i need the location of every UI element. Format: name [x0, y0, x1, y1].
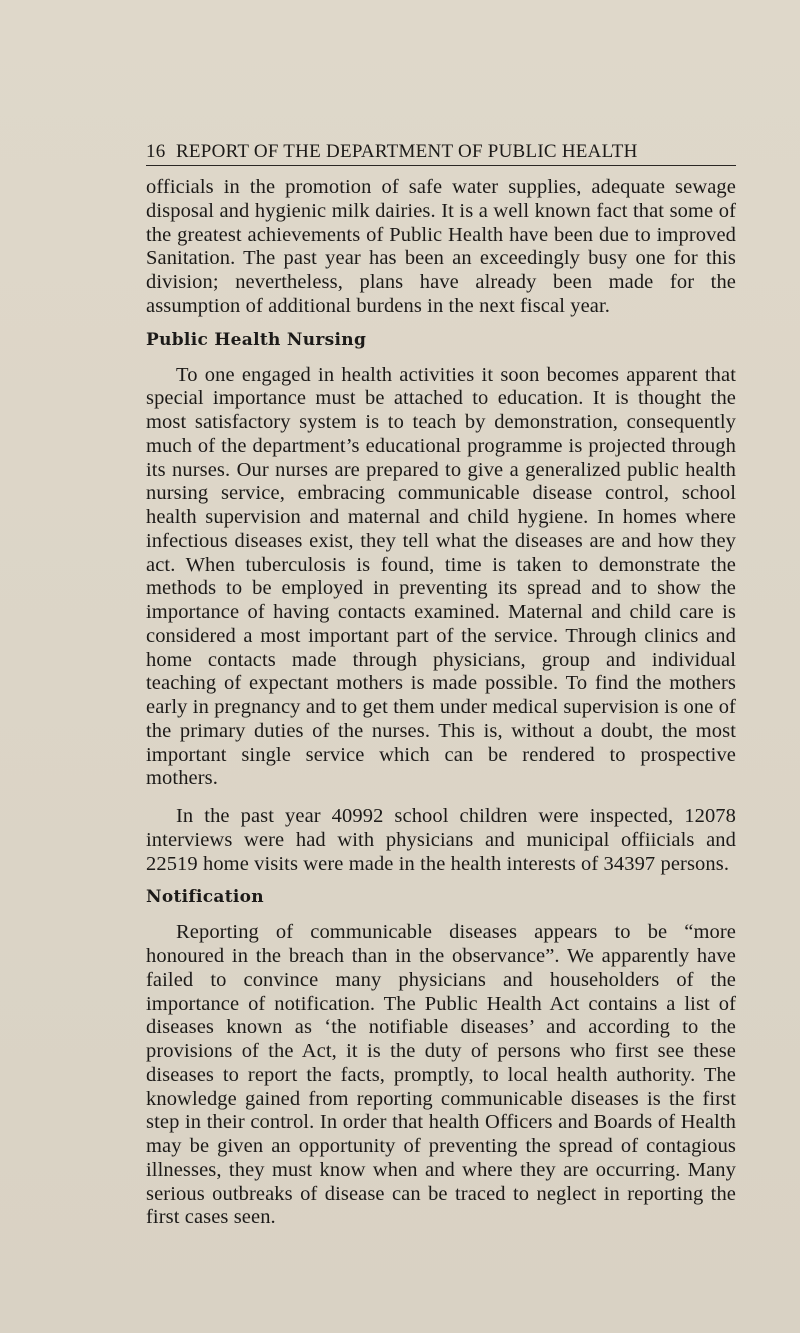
spacer	[146, 908, 736, 921]
spacer	[146, 876, 736, 886]
running-header	[146, 141, 736, 165]
paragraph-statistics: In the past year 40992 school children were inspected, 12078 interviews were had with physicians and municipal offiicials and 22519 home visits were made in the health interests of 34397 persons.	[146, 805, 736, 875]
heading-notification: Notification	[146, 887, 264, 908]
report-title: REPORT OF THE DEPARTMENT OF PUBLIC HEALTH	[176, 141, 638, 162]
paragraph-nursing: To one engaged in health activities it soon becomes apparent that special importance must be attached to education. It is thought the most satisfactory system is to teach by demonstration, consequently much of the department’s educational programme is projected through its nurses. Our nurses are prepared to give a generalized public health nursing service, embracing communicable disease control, school health supervision and maternal and child hygiene. In homes where infectious diseases exist, they tell what the diseases are and how they act. When tuberculosis is found, time is taken to demonstrate the methods to be employed in preventing its spread and to show the importance of having contacts examined. Maternal and child care is considered a most important part of the service. Through clinics and home contacts made through physicians, group and individual teaching of expectant mothers is made possible. To find the mothers early in pregnancy and to get them under medical supervision is one of the primary duties of the nurses. This is, without a doubt, the most important single service which can be rendered to prospective mothers.	[146, 363, 736, 790]
heading-public-health-nursing: Public Health Nursing	[146, 329, 367, 350]
paragraph-sanitation: officials in the promotion of safe water supplies, adequate sewage disposal and hygienic milk dairies. It is a well known fact that some of the greatest achievements of Public Health have been due to improved Sanitation. The past year has been an exceedingly busy one for this division; nevertheless, plans have already been made for the assumption of additional burdens in the next fiscal year.	[146, 176, 736, 317]
spacer	[146, 319, 736, 329]
page-body	[146, 176, 736, 1230]
spacer	[146, 791, 736, 805]
header-rule	[146, 165, 736, 166]
page-number: 16	[146, 141, 166, 162]
paragraph-notification: Reporting of communicable diseases appears to be “more honoured in the breach than in the observance”. We apparently have failed to convince many physicians and householders of the importance of notification. The Public Health Act contains a list of diseases known as ‘the notifiable diseases’ and according to the provisions of the Act, it is the duty of persons who first see these diseases to report the facts, promptly, to local health authority. The knowledge gained from reporting communicable diseases is the first step in their control. In order that health Officers and Boards of Health may be given an opportunity of preventing the spread of contagious illnesses, they must know when and where they are occurring. Many serious outbreaks of disease can be traced to neglect in reporting the first cases seen.	[146, 921, 736, 1229]
spacer	[146, 351, 736, 364]
